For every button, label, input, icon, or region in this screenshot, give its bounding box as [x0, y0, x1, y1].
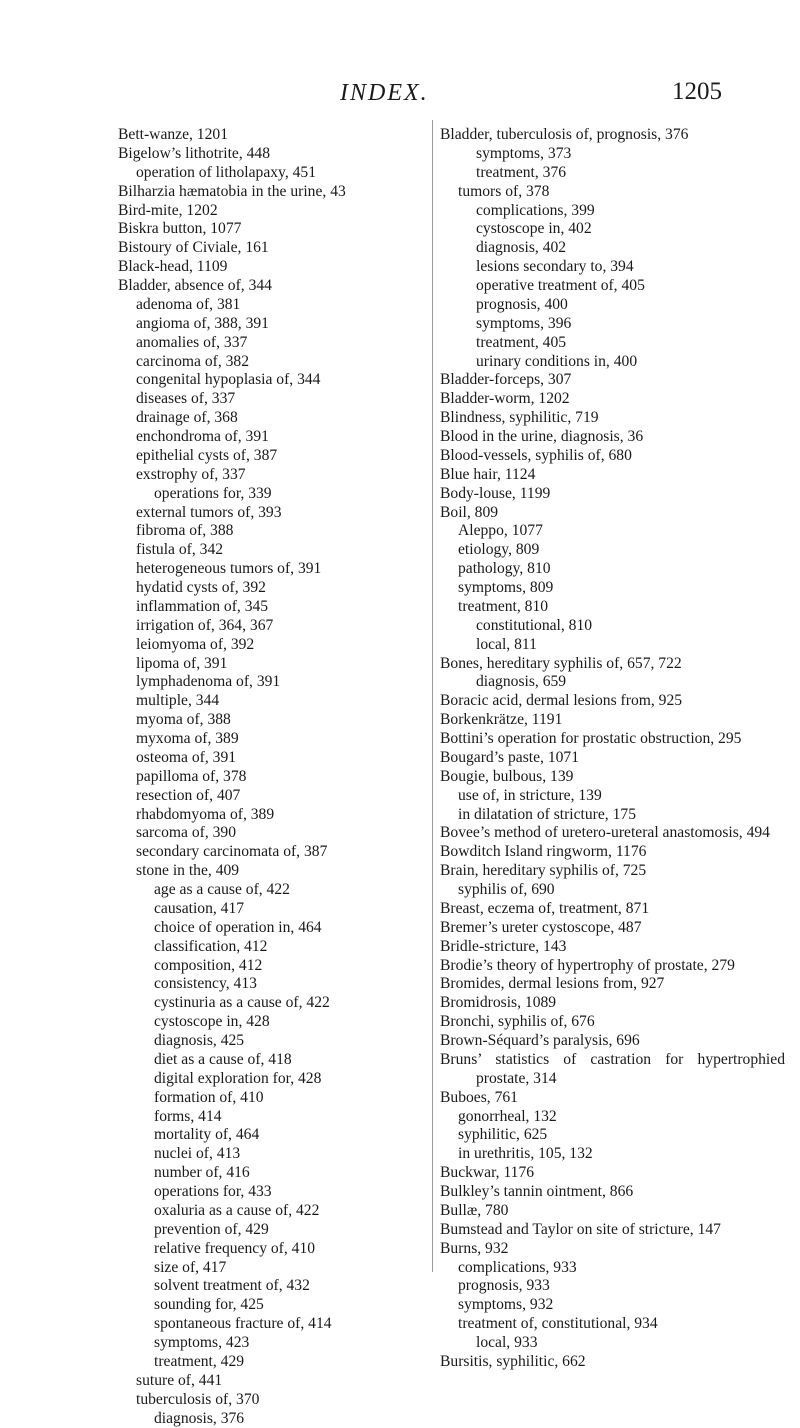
index-entry: spontaneous fracture of, 414	[118, 1315, 433, 1334]
index-entry: symptoms, 423	[118, 1334, 433, 1353]
index-entry: gonorrheal, 132	[440, 1108, 785, 1127]
index-entry: treatment, 810	[440, 598, 785, 617]
index-entry: prognosis, 933	[440, 1277, 785, 1296]
index-entry: operations for, 433	[118, 1183, 433, 1202]
index-entry: tumors of, 378	[440, 183, 785, 202]
index-entry: Bowditch Island ringworm, 1176	[440, 843, 785, 862]
index-entry: prognosis, 400	[440, 296, 785, 315]
column-divider	[432, 120, 433, 1272]
index-entry: pathology, 810	[440, 560, 785, 579]
index-entry: congenital hypoplasia of, 344	[118, 371, 433, 390]
index-entry: Boracic acid, dermal lesions from, 925	[440, 692, 785, 711]
index-entry: Burns, 932	[440, 1240, 785, 1259]
index-entry: heterogeneous tumors of, 391	[118, 560, 433, 579]
index-entry: Blood in the urine, diagnosis, 36	[440, 428, 785, 447]
index-entry: cystinuria as a cause of, 422	[118, 994, 433, 1013]
index-column-left	[118, 126, 433, 1428]
index-entry: in urethritis, 105, 132	[440, 1145, 785, 1164]
running-title: INDEX.	[340, 80, 429, 107]
index-entry: relative frequency of, 410	[118, 1240, 433, 1259]
index-entry: resection of, 407	[118, 787, 433, 806]
index-entry: solvent treatment of, 432	[118, 1277, 433, 1296]
index-entry: lesions secondary to, 394	[440, 258, 785, 277]
index-entry: cystoscope in, 428	[118, 1013, 433, 1032]
index-entry: angioma of, 388, 391	[118, 315, 433, 334]
index-entry: consistency, 413	[118, 975, 433, 994]
index-entry: cystoscope in, 402	[440, 220, 785, 239]
index-entry: in dilatation of stricture, 175	[440, 806, 785, 825]
index-entry: Blindness, syphilitic, 719	[440, 409, 785, 428]
index-entry: carcinoma of, 382	[118, 353, 433, 372]
index-entry: Aleppo, 1077	[440, 522, 785, 541]
index-entry: Bromides, dermal lesions from, 927	[440, 975, 785, 994]
page-number: 1205	[672, 78, 722, 106]
index-entry: diagnosis, 425	[118, 1032, 433, 1051]
index-entry: Bulkley’s tannin ointment, 866	[440, 1183, 785, 1202]
index-entry: diagnosis, 402	[440, 239, 785, 258]
index-entry: diet as a cause of, 418	[118, 1051, 433, 1070]
index-entry: size of, 417	[118, 1259, 433, 1278]
index-entry: operations for, 339	[118, 485, 433, 504]
index-entry: symptoms, 373	[440, 145, 785, 164]
index-entry: fistula of, 342	[118, 541, 433, 560]
index-entry: nuclei of, 413	[118, 1145, 433, 1164]
index-entry: osteoma of, 391	[118, 749, 433, 768]
index-entry: Bird-mite, 1202	[118, 202, 433, 221]
index-entry: Biskra button, 1077	[118, 220, 433, 239]
index-entry: Bigelow’s lithotrite, 448	[118, 145, 433, 164]
index-entry: symptoms, 809	[440, 579, 785, 598]
index-entry: epithelial cysts of, 387	[118, 447, 433, 466]
index-entry: symptoms, 932	[440, 1296, 785, 1315]
index-entry: Brown-Séquard’s paralysis, 696	[440, 1032, 785, 1051]
index-entry: secondary carcinomata of, 387	[118, 843, 433, 862]
index-entry: myxoma of, 389	[118, 730, 433, 749]
index-entry: Bladder-worm, 1202	[440, 390, 785, 409]
index-entry: Brain, hereditary syphilis of, 725	[440, 862, 785, 881]
index-entry: choice of operation in, 464	[118, 919, 433, 938]
index-entry: sarcoma of, 390	[118, 824, 433, 843]
index-entry: Buboes, 761	[440, 1089, 785, 1108]
index-entry: treatment, 376	[440, 164, 785, 183]
index-entry: suture of, 441	[118, 1372, 433, 1391]
index-entry: formation of, 410	[118, 1089, 433, 1108]
index-entry: Black-head, 1109	[118, 258, 433, 277]
index-entry: Bistoury of Civiale, 161	[118, 239, 433, 258]
index-entry: Bladder, tuberculosis of, prognosis, 376	[440, 126, 785, 145]
index-entry: hydatid cysts of, 392	[118, 579, 433, 598]
index-entry: anomalies of, 337	[118, 334, 433, 353]
index-entry: Bladder-forceps, 307	[440, 371, 785, 390]
index-entry: Bromidrosis, 1089	[440, 994, 785, 1013]
index-entry: syphilis of, 690	[440, 881, 785, 900]
index-entry: oxaluria as a cause of, 422	[118, 1202, 433, 1221]
index-entry: inflammation of, 345	[118, 598, 433, 617]
index-entry: lipoma of, 391	[118, 655, 433, 674]
index-entry: treatment, 429	[118, 1353, 433, 1372]
index-entry: lymphadenoma of, 391	[118, 673, 433, 692]
index-entry: causation, 417	[118, 900, 433, 919]
index-entry: Bladder, absence of, 344	[118, 277, 433, 296]
index-entry: local, 811	[440, 636, 785, 655]
index-entry: diagnosis, 376	[118, 1410, 433, 1428]
index-entry: symptoms, 396	[440, 315, 785, 334]
index-entry: diseases of, 337	[118, 390, 433, 409]
index-entry: Bremer’s ureter cystoscope, 487	[440, 919, 785, 938]
index-entry: irrigation of, 364, 367	[118, 617, 433, 636]
index-entry: sounding for, 425	[118, 1296, 433, 1315]
index-entry: treatment, 405	[440, 334, 785, 353]
index-entry: papilloma of, 378	[118, 768, 433, 787]
index-entry: rhabdomyoma of, 389	[118, 806, 433, 825]
index-entry: myoma of, 388	[118, 711, 433, 730]
index-entry: multiple, 344	[118, 692, 433, 711]
index-entry: Bronchi, syphilis of, 676	[440, 1013, 785, 1032]
index-entry: Bursitis, syphilitic, 662	[440, 1353, 785, 1372]
index-entry: age as a cause of, 422	[118, 881, 433, 900]
index-entry: Bottini’s operation for prostatic obstruction, 295	[440, 730, 785, 749]
index-entry: Boil, 809	[440, 504, 785, 523]
index-entry: Blood-vessels, syphilis of, 680	[440, 447, 785, 466]
index-entry: number of, 416	[118, 1164, 433, 1183]
index-entry: prevention of, 429	[118, 1221, 433, 1240]
index-entry: Bumstead and Taylor on site of stricture, 147	[440, 1221, 785, 1240]
index-entry: Bones, hereditary syphilis of, 657, 722	[440, 655, 785, 674]
index-entry: tuberculosis of, 370	[118, 1391, 433, 1410]
index-entry: Bullæ, 780	[440, 1202, 785, 1221]
index-entry: local, 933	[440, 1334, 785, 1353]
index-entry: diagnosis, 659	[440, 673, 785, 692]
index-entry: urinary conditions in, 400	[440, 353, 785, 372]
index-entry: forms, 414	[118, 1108, 433, 1127]
index-entry: composition, 412	[118, 957, 433, 976]
index-entry: Bovee’s method of uretero-ureteral anastomosis, 494	[440, 824, 785, 843]
index-entry: complications, 399	[440, 202, 785, 221]
index-entry: Bilharzia hæmatobia in the urine, 43	[118, 183, 433, 202]
index-entry: mortality of, 464	[118, 1126, 433, 1145]
index-entry: fibroma of, 388	[118, 522, 433, 541]
index-entry: classification, 412	[118, 938, 433, 957]
index-entry: Bruns’ statistics of castration for hypertrophied prostate, 314	[440, 1051, 785, 1089]
index-entry: exstrophy of, 337	[118, 466, 433, 485]
index-entry: adenoma of, 381	[118, 296, 433, 315]
index-entry: Body-louse, 1199	[440, 485, 785, 504]
index-entry: etiology, 809	[440, 541, 785, 560]
index-entry: syphilitic, 625	[440, 1126, 785, 1145]
index-entry: Brodie’s theory of hypertrophy of prostate, 279	[440, 957, 785, 976]
index-entry: Breast, eczema of, treatment, 871	[440, 900, 785, 919]
index-entry: constitutional, 810	[440, 617, 785, 636]
index-entry: treatment of, constitutional, 934	[440, 1315, 785, 1334]
index-entry: external tumors of, 393	[118, 504, 433, 523]
index-entry: Bridle-stricture, 143	[440, 938, 785, 957]
index-entry: complications, 933	[440, 1259, 785, 1278]
index-entry: Blue hair, 1124	[440, 466, 785, 485]
index-entry: Borkenkrätze, 1191	[440, 711, 785, 730]
index-entry: stone in the, 409	[118, 862, 433, 881]
index-entry: use of, in stricture, 139	[440, 787, 785, 806]
index-entry: digital exploration for, 428	[118, 1070, 433, 1089]
index-entry: leiomyoma of, 392	[118, 636, 433, 655]
index-entry: drainage of, 368	[118, 409, 433, 428]
index-entry: Bett-wanze, 1201	[118, 126, 433, 145]
index-entry: enchondroma of, 391	[118, 428, 433, 447]
index-entry: Buckwar, 1176	[440, 1164, 785, 1183]
index-entry: Bougie, bulbous, 139	[440, 768, 785, 787]
index-entry: operation of litholapaxy, 451	[118, 164, 433, 183]
index-entry: Bougard’s paste, 1071	[440, 749, 785, 768]
index-column-right	[440, 126, 785, 1372]
index-entry: operative treatment of, 405	[440, 277, 785, 296]
page-header	[0, 78, 800, 114]
